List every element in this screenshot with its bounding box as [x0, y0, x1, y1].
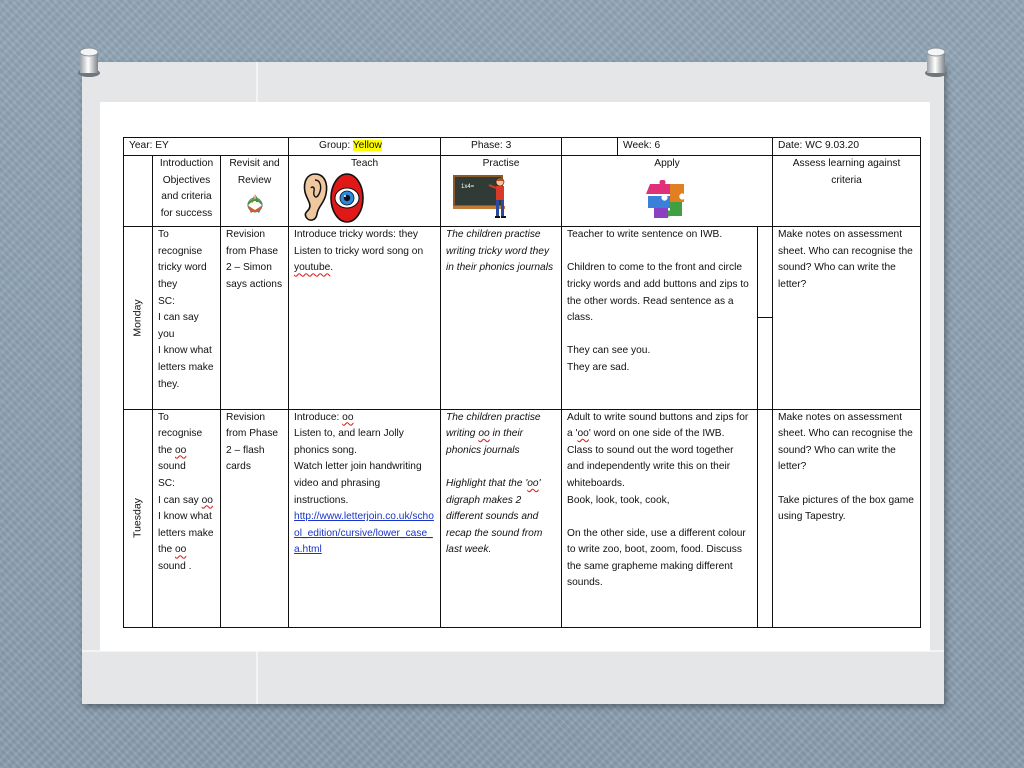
oo-digraph: oo — [527, 477, 539, 489]
lesson-plan-grid — [123, 137, 921, 628]
text-line: 2 – flash — [226, 444, 265, 456]
blank-header-cell — [124, 156, 153, 227]
day-cell-tuesday — [124, 409, 153, 627]
text-line: from Phase — [226, 428, 279, 440]
text-line: letters make — [158, 361, 214, 373]
date-cell: Date: WC 9.03.20 — [773, 138, 921, 156]
col-revisit-line: Review — [237, 174, 272, 186]
text-fragment: Highlight that the ' — [446, 477, 528, 489]
text-line: SC: — [158, 477, 175, 489]
apply-side-strip — [757, 410, 772, 627]
monday-revisit-cell — [221, 227, 289, 409]
text-fragment: Adult to write sound buttons and zips for a ' — [567, 411, 749, 440]
text-line: they. — [158, 378, 180, 390]
text-paragraph: Take pictures of the box game using Tapestry. — [778, 494, 914, 523]
text-line: Listen to tricky word song on — [294, 245, 424, 257]
text-line: SC: — [158, 295, 175, 307]
oo-digraph: oo — [175, 444, 187, 456]
text-fragment: the — [158, 444, 175, 456]
text-line: To recognise — [158, 229, 203, 257]
header-row — [124, 138, 921, 156]
eye-icon — [329, 172, 365, 224]
tuesday-intro-cell — [153, 409, 221, 627]
tuesday-revisit-cell — [221, 409, 289, 627]
text-paragraph: Watch letter join handwriting video and phrasing instructions. — [294, 461, 422, 506]
text-line: 2 – Simon — [226, 262, 272, 274]
monday-intro-cell — [153, 227, 221, 409]
text-fragment: in their phonics journals — [446, 428, 524, 456]
text-line: I can say you — [158, 312, 199, 340]
text-line: Revision — [226, 229, 266, 241]
column-header-row — [124, 156, 921, 227]
monday-row — [124, 227, 921, 409]
tuesday-apply-cell — [562, 409, 773, 627]
col-revisit-line: Revisit and — [229, 158, 280, 170]
col-practise-header — [441, 156, 562, 227]
tuesday-practise-cell — [441, 409, 562, 627]
week-text: Week: 6 — [623, 140, 661, 151]
text-line: The children practise — [446, 229, 541, 241]
text-line: sound . — [158, 560, 192, 572]
text-line: Book, look, took, cook, — [567, 494, 670, 506]
text-line: cards — [226, 461, 251, 473]
text-line: from Phase — [226, 245, 279, 257]
tuesday-assess-cell — [773, 409, 921, 627]
col-teach-label: Teach — [350, 158, 379, 170]
youtube-word: youtube — [294, 262, 331, 274]
text-line: They are sad. — [567, 361, 630, 373]
text-line: in their phonics journals — [446, 262, 554, 274]
group-value: Yellow — [352, 140, 382, 151]
oo-digraph: oo — [201, 494, 213, 506]
col-intro-line: Objectives — [162, 174, 211, 186]
ear-icon — [301, 172, 329, 224]
year-text: Year: EY — [129, 140, 169, 151]
group-label: Group: — [319, 140, 353, 151]
monday-apply-cell — [562, 227, 773, 409]
day-label: Tuesday — [131, 498, 144, 539]
day-label: Monday — [131, 299, 144, 337]
text-paragraph: Listen to, and learn Jolly phonics song. — [294, 428, 404, 456]
text-line: They can see you. — [567, 345, 651, 357]
text-fragment: The children practise writing — [446, 411, 541, 440]
teacher-at-board-icon — [453, 173, 513, 221]
col-intro-line: Introduction — [159, 158, 214, 170]
text-line: letters make — [158, 527, 214, 539]
monday-assess-cell: Make notes on assessment sheet. Who can recognise the sound? Who can write the letter? — [773, 227, 921, 409]
week-cell — [562, 138, 773, 156]
text-line: sound — [158, 461, 186, 473]
recycle-icon — [242, 191, 268, 217]
svg-text:1x4=: 1x4= — [461, 184, 475, 191]
oo-digraph: oo — [577, 428, 589, 440]
letterjoin-link[interactable]: http://www.letterjoin.co.uk/school_edition/cursive/lower_case_a.html — [294, 511, 434, 556]
year-cell — [124, 138, 289, 156]
monday-teach-cell — [289, 227, 441, 409]
text-line: tricky word — [158, 262, 207, 274]
day-cell-monday — [124, 227, 153, 409]
text-line: writing tricky word they — [446, 245, 550, 257]
text-paragraph: Children to come to the front and circle tricky words and add buttons and zips to the other words. Read sentence as a class. — [567, 262, 749, 324]
text-paragraph: On the other side, use a different colour to write zoo, boot, zoom, food. Discuss the same grapheme making different sounds. — [567, 527, 746, 589]
oo-digraph: oo — [175, 544, 187, 556]
tuesday-row — [124, 409, 921, 627]
text-line: Introduce tricky words: they — [294, 229, 419, 241]
text-paragraph: Make notes on assessment sheet. Who can recognise the sound? Who can write the letter? — [778, 411, 913, 473]
col-intro-line: for success — [160, 207, 213, 219]
text-fragment: the — [158, 544, 175, 556]
text-line: says actions — [226, 278, 283, 290]
group-cell — [289, 138, 441, 156]
apply-side-strip — [757, 227, 772, 408]
col-teach-header — [289, 156, 441, 227]
col-revisit-header — [221, 156, 289, 227]
phase-cell — [441, 138, 562, 156]
monday-practise-cell — [441, 227, 562, 409]
puzzle-pieces-icon — [646, 180, 690, 220]
col-intro-header — [153, 156, 221, 227]
col-practise-label: Practise — [482, 158, 520, 170]
pushpin-left-icon — [74, 44, 104, 78]
tuesday-teach-cell — [289, 409, 441, 627]
text-line: I know what — [158, 345, 212, 357]
text-paragraph: Teacher to write sentence on IWB. — [567, 229, 723, 241]
oo-digraph: oo — [342, 411, 354, 423]
text-line: they — [158, 278, 178, 290]
text-fragment: ' digraph makes 2 different sounds and recap the sound from last week. — [446, 477, 543, 556]
text-fragment: I can say — [158, 494, 202, 506]
col-apply-label: Apply — [654, 158, 680, 170]
phase-text: Phase: 3 — [471, 140, 512, 151]
text-fragment: Introduce: — [294, 411, 343, 423]
col-assess-header: Assess learning against criteria — [773, 156, 921, 227]
text-line: To recognise — [158, 411, 203, 440]
text-line: I know what — [158, 511, 212, 523]
col-intro-line: and criteria — [161, 191, 212, 203]
text-fragment: . — [330, 262, 334, 274]
text-fragment: ' word on one side of the IWB. Class to sound out the word together and independently write this on their whiteboards. — [567, 428, 734, 489]
text-line: Revision — [226, 411, 266, 423]
pushpin-right-icon — [921, 44, 951, 78]
oo-digraph: oo — [478, 428, 490, 440]
col-apply-header — [562, 156, 773, 227]
